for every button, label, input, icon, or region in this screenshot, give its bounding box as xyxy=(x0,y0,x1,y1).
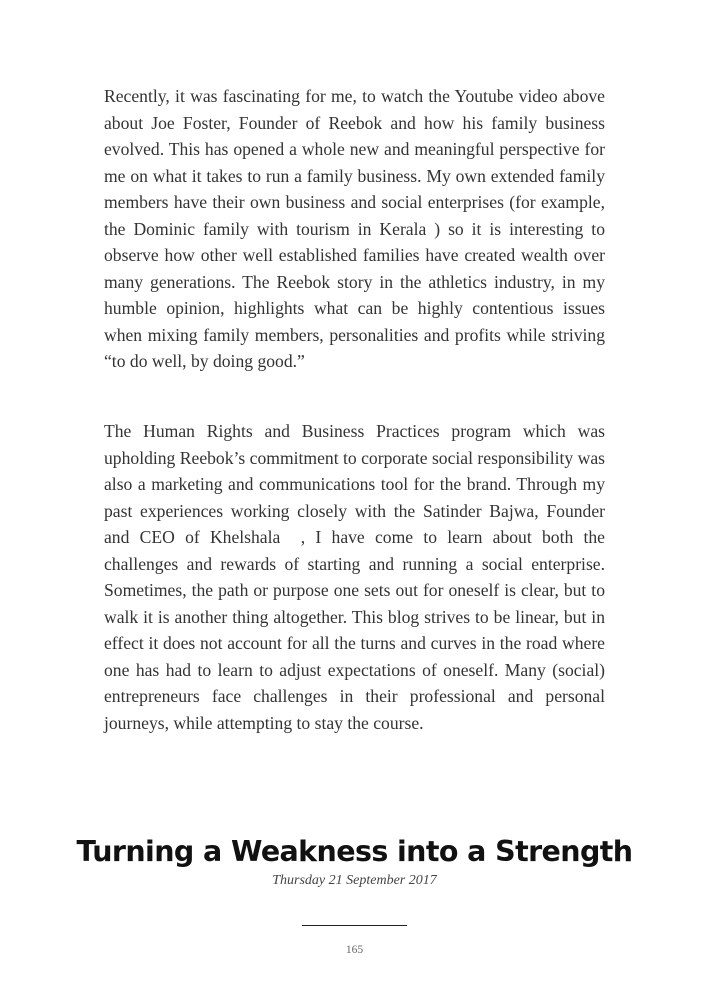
page-number: 165 xyxy=(345,944,364,956)
post-title: Turning a Weakness into a Strength xyxy=(76,835,633,868)
body-paragraph-2: The Human Rights and Business Practices program which was upholding Reebok’s commitment to corporate social responsibility was also a marketing and communications tool for the brand. Through my past experiences working closely with the Satinder Bajwa, Founder and CEO of Khelshala , I have come to learn about both the challenges and rewards of starting and running a social enterprise. Sometimes, the path or purpose one sets out for oneself is clear, but to walk it is another thing altogether. This blog strives to be linear, but in effect it does not account for all the turns and curves in the road where one has had to learn to adjust expectations of oneself. Many (social) entrepreneurs face challenges in their professional and personal journeys, while attempting to stay the course. xyxy=(104,421,605,734)
body-paragraph-1: Recently, it was fascinating for me, to watch the Youtube video above about Joe Foster, Founder of Reebok and how his family business evolved. This has opened a whole new and meaningful perspective for me on what it takes to run a family business. My own extended family members have their own business and social enterprises (for example, the Dominic family with tourism in Kerala ) so it is interesting to observe how other well established families have created wealth over many generations. The Reebok story in the athletics industry, in my humble opinion, highlights what can be highly contentious issues when mixing family members, personalities and profits while striving “to do well, by doing good.” xyxy=(104,86,605,372)
post-date: Thursday 21 September 2017 xyxy=(272,873,437,888)
footer-divider xyxy=(302,925,407,926)
